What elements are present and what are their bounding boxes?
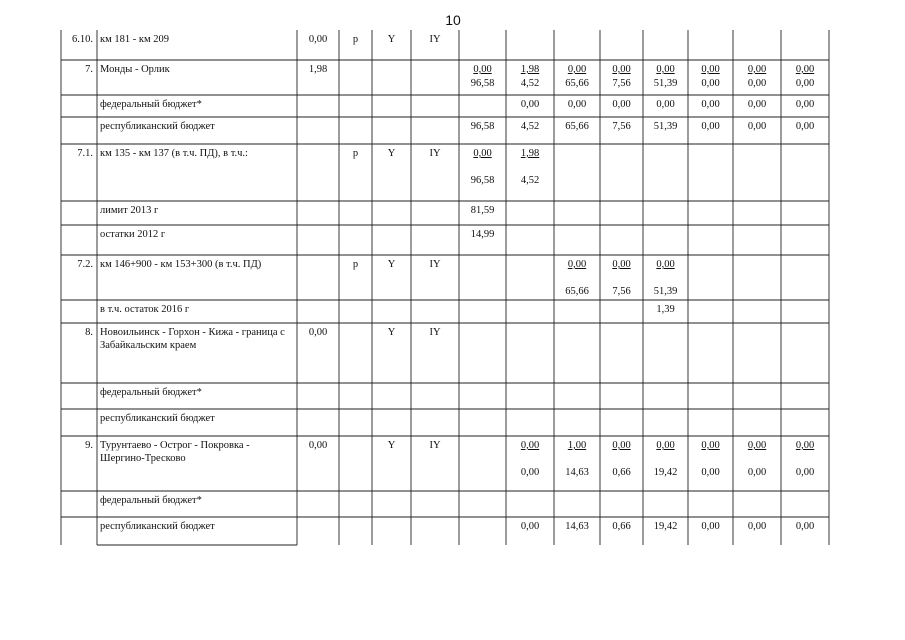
row-number: 9.: [85, 440, 93, 451]
value-cell: 0,00: [612, 64, 631, 75]
value-cell: 0,00: [656, 64, 675, 75]
value-cell-second: 7,56: [612, 286, 631, 297]
value-cell: 0,00: [567, 259, 587, 270]
value-cell: 0,00: [473, 64, 492, 75]
row-name: федеральный бюджет*: [100, 99, 202, 110]
value-cell: 0,00: [567, 64, 587, 75]
value-cell: 0,00: [795, 121, 815, 132]
value-cell-second: 96,58: [470, 78, 495, 89]
value-cell: 7,56: [612, 121, 631, 132]
row-zone: IY: [429, 259, 441, 270]
row-category: р: [352, 148, 359, 159]
row-class: Y: [387, 148, 396, 159]
value-cell: 0,00: [520, 440, 540, 451]
value-cell-second: 0,66: [612, 467, 631, 478]
row-category: р: [352, 259, 359, 270]
row-zone: IY: [429, 34, 441, 45]
row-name: км 135 - км 137 (в т.ч. ПД), в т.ч.:: [100, 148, 248, 159]
row-length: 0,00: [308, 34, 328, 45]
row-number: 6.10.: [72, 34, 93, 45]
value-cell: 0,00: [701, 121, 720, 132]
value-cell: 0,00: [656, 259, 675, 270]
row-name: федеральный бюджет*: [100, 387, 202, 398]
value-cell: 19,42: [653, 521, 678, 532]
row-name: Турунтаево - Острог - Покровка - Шергино-Тресково: [100, 440, 250, 464]
row-name: км 146+900 - км 153+300 (в т.ч. ПД): [100, 259, 262, 270]
row-class: Y: [387, 259, 396, 270]
row-zone: IY: [429, 148, 441, 159]
value-cell-second: 0,00: [701, 467, 720, 478]
value-cell-second: 0,00: [747, 467, 767, 478]
row-name: в т.ч. остаток 2016 г: [100, 304, 190, 315]
value-cell: 0,66: [612, 521, 631, 532]
row-length: 0,00: [308, 440, 328, 451]
value-cell-second: 51,39: [653, 78, 678, 89]
value-cell: 0,00: [747, 121, 767, 132]
row-name: Новоильинск - Горхон - Кижа - граница с Забайкальским краем: [100, 327, 285, 351]
row-name: республиканский бюджет: [100, 121, 215, 132]
value-cell: 0,00: [747, 440, 767, 451]
value-cell: 0,00: [656, 440, 675, 451]
row-name: республиканский бюджет: [100, 521, 215, 532]
value-cell-second: 0,00: [520, 467, 540, 478]
value-cell: 1,39: [656, 304, 675, 315]
value-cell: 0,00: [701, 521, 720, 532]
value-cell: 0,00: [612, 440, 631, 451]
row-name: лимит 2013 г: [100, 205, 159, 216]
value-cell: 0,00: [795, 99, 815, 110]
value-cell-second: 4,52: [520, 175, 540, 186]
value-cell: 0,00: [701, 64, 720, 75]
row-length: 0,00: [308, 327, 328, 338]
value-cell: 0,00: [473, 148, 492, 159]
value-cell: 0,00: [701, 440, 720, 451]
value-cell: 51,39: [653, 121, 678, 132]
value-cell: 0,00: [520, 99, 540, 110]
row-number: 8.: [85, 327, 93, 338]
value-cell: 1,98: [520, 148, 540, 159]
value-cell-second: 14,63: [565, 467, 589, 478]
value-cell-second: 0,00: [747, 78, 767, 89]
value-cell: 0,00: [656, 99, 675, 110]
row-class: Y: [387, 440, 396, 451]
value-cell-second: 51,39: [653, 286, 678, 297]
row-class: Y: [387, 327, 396, 338]
value-cell-second: 96,58: [470, 175, 495, 186]
row-name: республиканский бюджет: [100, 413, 215, 424]
value-cell: 0,00: [520, 521, 540, 532]
value-cell: 1,00: [567, 440, 587, 451]
value-cell-second: 7,56: [612, 78, 631, 89]
value-cell: 0,00: [795, 64, 815, 75]
value-cell: 0,00: [747, 99, 767, 110]
value-cell-second: 19,42: [653, 467, 678, 478]
value-cell-second: 0,00: [795, 78, 815, 89]
value-cell: 81,59: [470, 205, 495, 216]
page-number: 10: [445, 12, 461, 28]
value-cell: 0,00: [795, 521, 815, 532]
value-cell: 1,98: [520, 64, 540, 75]
value-cell: 0,00: [747, 64, 767, 75]
value-cell: 0,00: [612, 259, 631, 270]
value-cell: 14,63: [565, 521, 589, 532]
value-cell-second: 65,66: [565, 78, 589, 89]
row-name: км 181 - км 209: [100, 34, 169, 45]
value-cell-second: 0,00: [795, 467, 815, 478]
value-cell-second: 65,66: [565, 286, 589, 297]
row-class: Y: [387, 34, 396, 45]
value-cell: 4,52: [520, 121, 540, 132]
value-cell-second: 4,52: [520, 78, 540, 89]
value-cell-second: 0,00: [701, 78, 720, 89]
row-number: 7.1.: [77, 148, 93, 159]
row-number: 7.2.: [77, 259, 93, 270]
value-cell: 0,00: [795, 440, 815, 451]
value-cell: 65,66: [565, 121, 589, 132]
row-name: Монды - Орлик: [100, 64, 170, 75]
row-name: федеральный бюджет*: [100, 495, 202, 506]
value-cell: 14,99: [470, 229, 495, 240]
row-name: остатки 2012 г: [100, 229, 166, 240]
value-cell: 96,58: [470, 121, 495, 132]
row-zone: IY: [429, 327, 441, 338]
row-category: р: [352, 34, 359, 45]
row-zone: IY: [429, 440, 441, 451]
row-number: 7.: [85, 64, 93, 75]
value-cell: 0,00: [701, 99, 720, 110]
value-cell: 0,00: [567, 99, 587, 110]
row-length: 1,98: [308, 64, 328, 75]
value-cell: 0,00: [747, 521, 767, 532]
value-cell: 0,00: [612, 99, 631, 110]
